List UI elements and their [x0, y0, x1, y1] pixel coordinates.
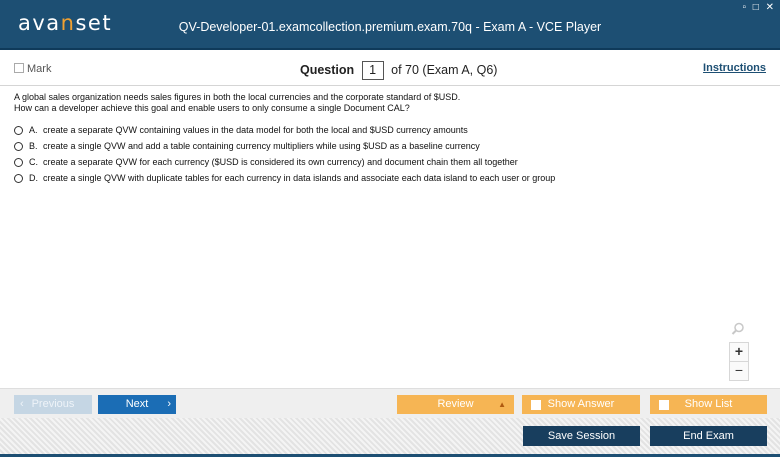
option-letter: C. [29, 157, 38, 167]
question-text [14, 92, 754, 114]
zoom-in-button[interactable]: + [729, 342, 749, 362]
footer-bar [0, 418, 780, 457]
radio-button[interactable] [14, 174, 23, 183]
save-session-button[interactable]: Save Session [523, 426, 640, 446]
zoom-out-button[interactable]: − [729, 361, 749, 381]
next-button[interactable]: Next › [98, 395, 176, 414]
option-letter: D. [29, 173, 38, 183]
close-icon[interactable]: ✕ [765, 2, 774, 13]
option-letter: A. [29, 125, 38, 135]
checkbox-icon [659, 400, 669, 410]
question-total: of 70 (Exam A, Q6) [391, 63, 498, 77]
navigation-bar [0, 388, 780, 418]
checkbox-icon [531, 400, 541, 410]
option-text: create a single QVW with duplicate tables for each currency in data islands and associate each data island to each user or group [43, 173, 556, 183]
review-button[interactable]: Review ▲ [397, 395, 514, 414]
show-answer-button[interactable]: Show Answer [522, 395, 640, 414]
minimize-icon[interactable]: ▫ [742, 2, 746, 13]
avanset-logo: avanset [18, 11, 113, 35]
answer-options [14, 125, 754, 189]
checkbox-icon [14, 63, 24, 73]
mark-checkbox[interactable] [14, 63, 51, 75]
chevron-right-icon: › [167, 398, 171, 410]
title-bar [0, 0, 780, 50]
maximize-icon[interactable]: □ [752, 2, 759, 13]
radio-button[interactable] [14, 142, 23, 151]
option-c[interactable] [14, 157, 754, 173]
question-line: How can a developer achieve this goal and enable users to only consume a single Document CAL? [14, 103, 410, 113]
question-label: Question [300, 63, 355, 77]
option-text: create a separate QVW containing values in the data model for both the local and $USD currency amounts [43, 125, 468, 135]
window-title: QV-Developer-01.examcollection.premium.exam.70q - Exam A - VCE Player [178, 20, 602, 34]
option-b[interactable] [14, 141, 754, 157]
option-a[interactable] [14, 125, 754, 141]
previous-button[interactable]: ‹ Previous [14, 395, 92, 414]
option-letter: B. [29, 141, 38, 151]
window-controls [738, 2, 774, 13]
question-number-input[interactable]: 1 [362, 61, 384, 80]
chevron-left-icon: ‹ [20, 398, 24, 410]
question-toolbar [0, 52, 780, 86]
instructions-link[interactable]: Instructions [703, 62, 766, 74]
end-exam-button[interactable]: End Exam [650, 426, 767, 446]
question-area [14, 92, 754, 189]
radio-button[interactable] [14, 158, 23, 167]
question-line: A global sales organization needs sales figures in both the local currencies and the corporate standard of $USD. [14, 92, 461, 102]
magnifier-icon [731, 322, 745, 336]
radio-button[interactable] [14, 126, 23, 135]
mark-label: Mark [27, 63, 52, 75]
question-navigator [300, 61, 497, 80]
option-text: create a separate QVW for each currency ($USD is considered its own currency) and document chain them all together [43, 157, 518, 167]
triangle-up-icon: ▲ [498, 400, 506, 409]
option-d[interactable] [14, 173, 754, 189]
option-text: create a single QVW and add a table containing currency multipliers while using $USD as a baseline currency [43, 141, 480, 151]
show-list-button[interactable]: Show List [650, 395, 767, 414]
